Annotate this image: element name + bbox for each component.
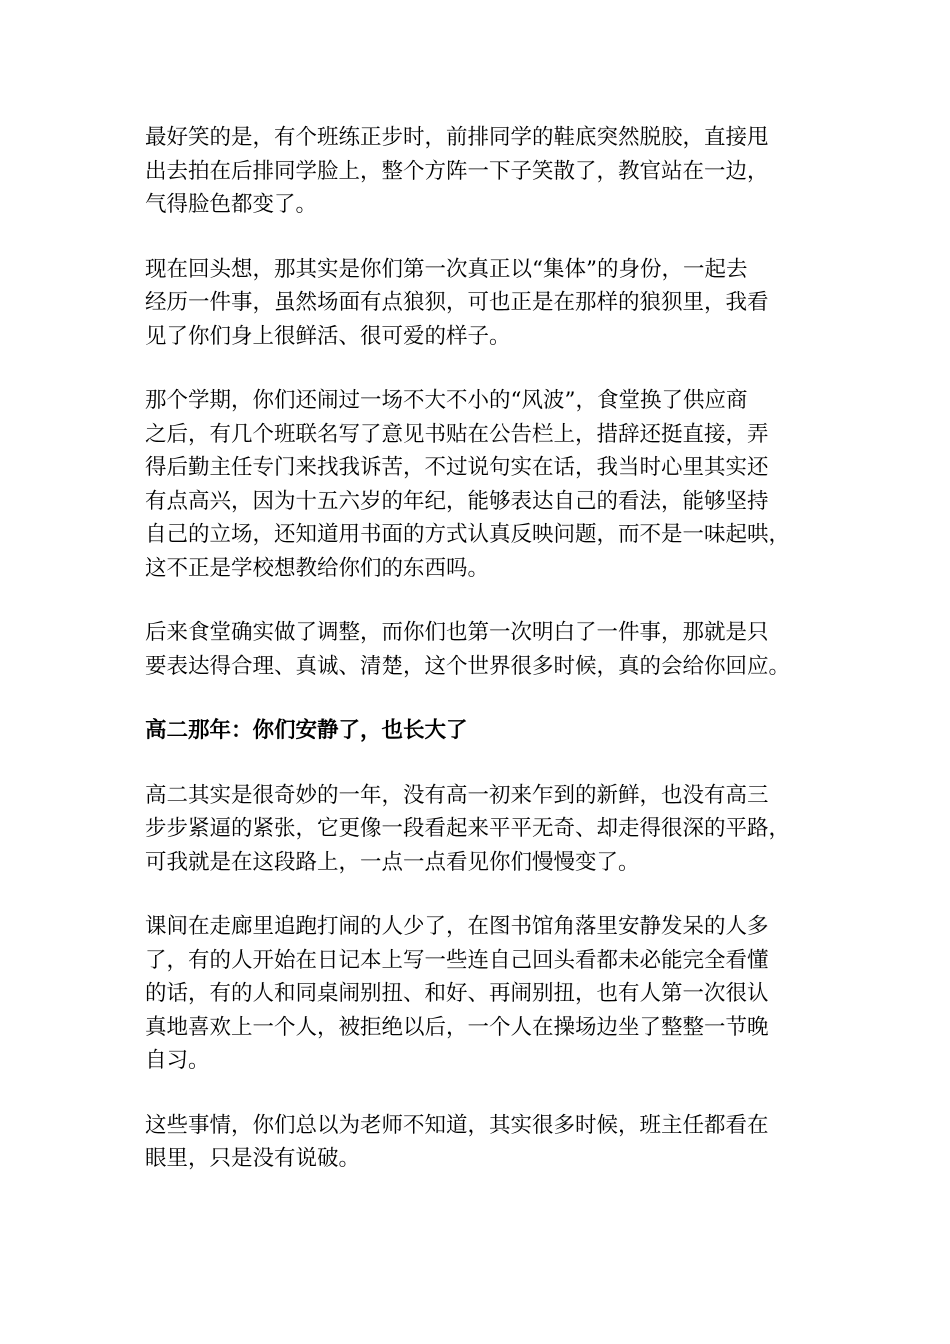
- paragraph-line: 了，有的人开始在日记本上写一些连自己回头看都未必能完全看懂: [145, 947, 769, 973]
- paragraph-line: 高二其实是很奇妙的一年，没有高一初来乍到的新鲜，也没有高三: [145, 782, 769, 808]
- paragraph-line: 见了你们身上很鲜活、很可爱的样子。: [145, 323, 511, 349]
- paragraph-line: 这些事情，你们总以为老师不知道，其实很多时候，班主任都看在: [145, 1112, 769, 1138]
- paragraph-line: 最好笑的是，有个班练正步时，前排同学的鞋底突然脱胶，直接甩: [145, 125, 769, 150]
- paragraph: [145, 253, 813, 354]
- paragraph-line: 可我就是在这段路上，一点一点看见你们慢慢变了。: [145, 849, 640, 875]
- paragraph-line: 出去拍在后排同学脸上，整个方阵一下子笑散了，教官站在一边，: [145, 158, 769, 184]
- section-heading: 高二那年：你们安静了，也长大了: [145, 718, 468, 743]
- paragraph-line: 这不正是学校想教给你们的东西吗。: [145, 555, 490, 581]
- paragraph-line: 有点高兴，因为十五六岁的年纪，能够表达自己的看法，能够坚持: [145, 488, 769, 514]
- paragraph-line: 气得脸色都变了。: [145, 192, 318, 217]
- paragraph-line: 经历一件事，虽然场面有点狼狈，可也正是在那样的狼狈里，我看: [145, 290, 769, 315]
- paragraph-line: 眼里，只是没有说破。: [145, 1146, 361, 1171]
- paragraph-line: 之后，有几个班联名写了意见书贴在公告栏上，措辞还挺直接，弄: [145, 421, 769, 447]
- paragraph-line: 步步紧逼的紧张，它更像一段看起来平平无奇、却走得很深的平路，: [145, 816, 791, 841]
- paragraph-line: 得后勤主任专门来找我诉苦，不过说句实在话，我当时心里其实还: [145, 455, 769, 480]
- paragraph-line: 课间在走廊里追跑打闹的人少了，在图书馆角落里安静发呆的人多: [145, 914, 769, 939]
- paragraph-line: 要表达得合理、真诚、清楚，这个世界很多时候，真的会给你回应。: [145, 653, 791, 679]
- paragraph: [145, 616, 813, 683]
- paragraph-line: 那个学期，你们还闹过一场不大不小的“风波”，食堂换了供应商: [145, 388, 748, 413]
- paragraph: [145, 910, 813, 1078]
- paragraph: [145, 779, 813, 880]
- paragraph: [145, 121, 813, 222]
- paragraph-line: 自己的立场，还知道用书面的方式认真反映问题，而不是一味起哄，: [145, 522, 791, 547]
- paragraph-line: 后来食堂确实做了调整，而你们也第一次明白了一件事，那就是只: [145, 620, 769, 645]
- paragraph: [145, 1109, 813, 1176]
- paragraph-line: 现在回头想，那其实是你们第一次真正以“集体”的身份，一起去: [145, 256, 748, 282]
- document-body: [145, 121, 813, 1207]
- paragraph-line: 真地喜欢上一个人，被拒绝以后，一个人在操场边坐了整整一节晚: [145, 1014, 769, 1040]
- paragraph-line: 的话，有的人和同桌闹别扭、和好、再闹别扭，也有人第一次很认: [145, 981, 769, 1006]
- paragraph: [145, 384, 813, 585]
- paragraph-line: 自习。: [145, 1048, 210, 1073]
